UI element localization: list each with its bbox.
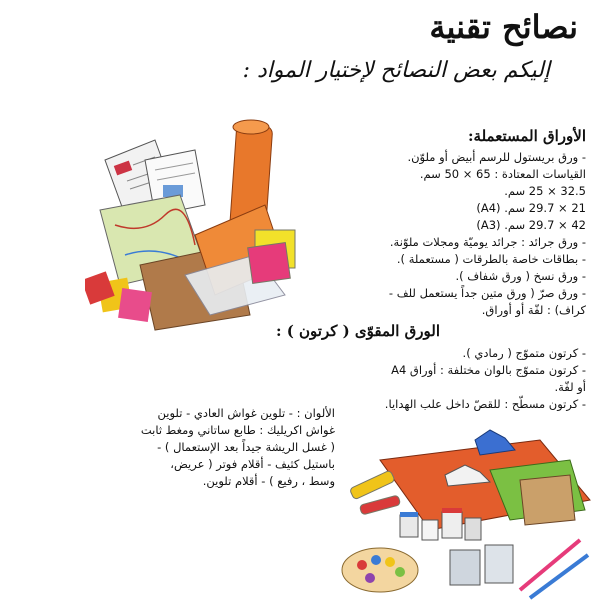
list-item: - ورق جرائد : جرائد يوميّة ومجلات ملوّنة. (389, 235, 586, 249)
carton-list (376, 345, 586, 413)
list-item: باستيل كثيف - أقلام فوتر ( عريض، (170, 457, 335, 471)
list-item: - بطاقات خاصة بالطرقات ( مستعملة ). (396, 252, 586, 266)
palette-icon (342, 548, 418, 592)
list-item: ( غسل الريشة جيداً بعد الإستعمال ) - (157, 440, 335, 454)
list-item: وسط ، رفيع ) - أقلام تلوين. (202, 474, 335, 488)
list-item: القياسات المعتادة : 65 × 50 سم. (419, 167, 586, 181)
list-item: - كرتون متموّج ( رمادي ). (462, 346, 586, 360)
papers-list (376, 149, 586, 319)
list-item: 21 × 29.7 سم. (A4) (476, 201, 586, 215)
list-item: - ورق بريستول للرسم أبيض أو ملوّن. (407, 150, 586, 164)
list-item: أو لفّة. (554, 380, 586, 394)
list-item: 32.5 × 25 سم. (504, 184, 586, 198)
art-supplies-illustration (340, 420, 595, 610)
carton-heading: الورق المقوّى ( كرتون ) : (275, 322, 440, 340)
list-item: 42 × 29.7 سم. (A3) (476, 218, 586, 232)
list-item: - ورق نسخ ( ورق شفاف ). (455, 269, 586, 283)
list-item: - ورق صرّ ( ورق متين جداً يستعمل للف - (388, 286, 586, 300)
papers-illustration (85, 115, 320, 340)
list-item: كراف) : لفّة أو أوراق. (481, 303, 586, 317)
list-item: - كرتون مسطّح : للقصّ داخل علب الهدايا. (384, 397, 586, 411)
list-item: - كرتون متموّج بالوان مختلفة : أوراق A4 (391, 363, 586, 377)
list-item: غواش اكريليك : طابع ساتاني ومغط ثابت (140, 423, 335, 437)
list-item: الألوان : - تلوين غواش العادي - تلوين (157, 406, 335, 420)
page-subtitle: إليكم بعض النصائح لإختيار المواد : (242, 58, 550, 83)
papers-heading: الأوراق المستعملة: (467, 127, 586, 145)
colors-paragraph (140, 405, 335, 490)
page-title: نصائح تقنية (429, 8, 578, 46)
